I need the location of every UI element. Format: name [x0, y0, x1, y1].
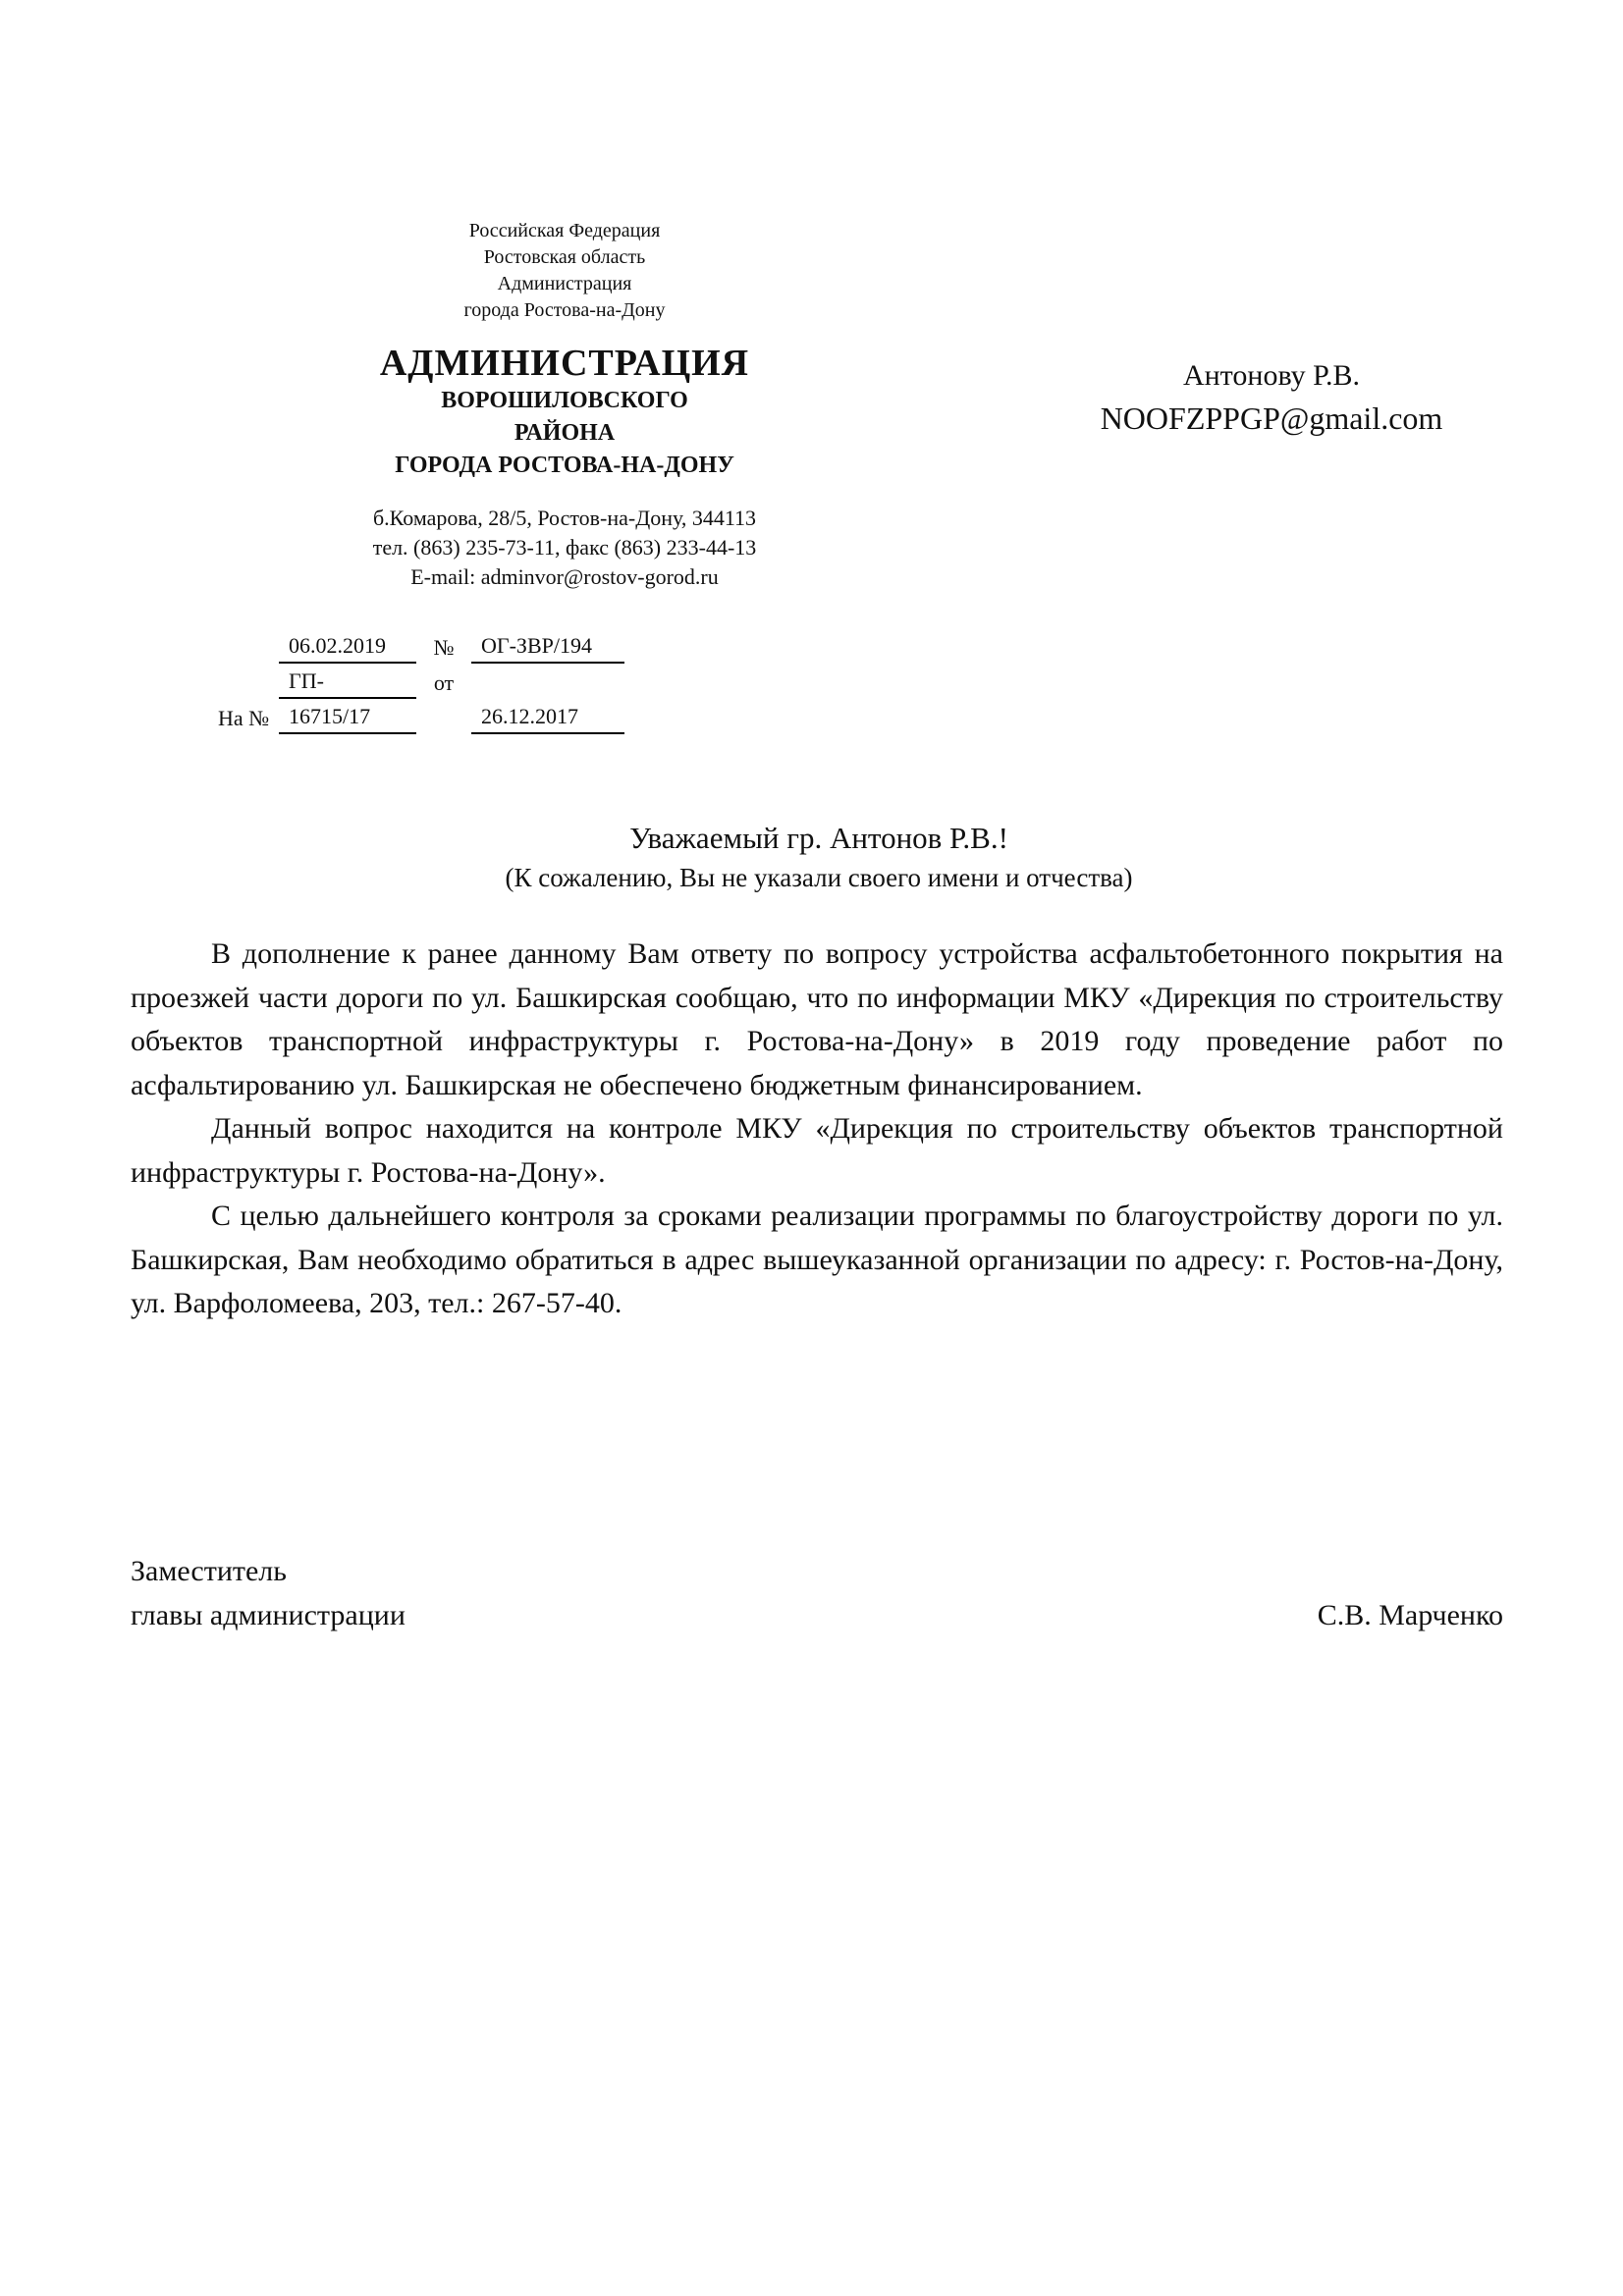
org-name-sub-line: ГОРОДА РОСТОВА-НА-ДОНУ	[395, 453, 734, 478]
letter-date: 06.02.2019	[279, 628, 416, 664]
body-paragraph: В дополнение к ранее данному Вам ответу по вопросу устройства асфальтобетонного покрытия на проезжей части дороги по ул. Башкирская сообщаю, что по информации МКУ «Дирекция по строительству объектов транспортной инфраструктуры г. Ростова-на-Дону» в 2019 году проведение работ по асфальтированию ул. Башкирская не обеспечено бюджетным финансированием.	[131, 937, 1503, 1101]
ref-spacer	[218, 664, 279, 699]
from-label: от	[433, 670, 455, 695]
org-address	[147, 504, 982, 592]
salutation-line1: Уважаемый гр. Антонов Р.В.!	[629, 821, 1008, 855]
body-paragraph: Данный вопрос находится на контроле МКУ «Дирекция по строительству объектов транспортной инфраструктуры г. Ростова-на-Дону».	[131, 1112, 1503, 1189]
ref-spacer	[471, 664, 624, 699]
org-name-sub-line: ВОРОШИЛОВСКОГО	[441, 388, 688, 413]
letterhead-country-block	[147, 218, 982, 324]
addressee-name: Антонову Р.В.	[1182, 359, 1361, 392]
letterhead-country-line: Ростовская область	[483, 246, 646, 268]
incoming-label: На №	[218, 706, 270, 730]
incoming-date: 26.12.2017	[471, 699, 624, 734]
org-name-main: АДМИНИСТРАЦИЯ	[379, 343, 750, 384]
ref-spacer	[416, 699, 471, 734]
signature-name: С.В. Марченко	[1317, 1599, 1503, 1631]
org-address-line: тел. (863) 235-73-11, факс (863) 233-44-13	[372, 535, 757, 560]
org-address-line: б.Комарова, 28/5, Ростов-на-Дону, 344113	[372, 506, 757, 530]
addressee-email: NOOFZPPGP@gmail.com	[1100, 400, 1443, 436]
salutation-line2: (К сожалению, Вы не указали своего имени и отчества)	[505, 863, 1133, 892]
incoming-number: 16715/17	[279, 699, 416, 734]
incoming-prefix: ГП-	[279, 664, 416, 699]
reference-block	[218, 628, 624, 734]
salutation	[133, 818, 1505, 896]
letterhead-country-line: Администрация	[497, 273, 632, 294]
number-sign: №	[433, 635, 455, 660]
signature-title-line1: Заместитель	[131, 1555, 287, 1587]
letterhead-country-line: Российская Федерация	[468, 220, 661, 241]
signature-title-line2: главы администрации	[131, 1599, 406, 1631]
letter-body	[131, 933, 1503, 1326]
addressee-block	[1036, 355, 1507, 440]
letter-number: ОГ-ЗВР/194	[471, 628, 624, 664]
org-address-line: E-mail: adminvor@rostov-gorod.ru	[410, 564, 719, 589]
signature-block	[131, 1549, 1503, 1637]
org-name-sub-line: РАЙОНА	[514, 420, 616, 446]
letterhead	[147, 218, 982, 592]
ref-spacer	[218, 628, 279, 664]
body-paragraph: С целью дальнейшего контроля за сроками реализации программы по благоустройству дороги по ул. Башкирская, Вам необходимо обратиться в адрес вышеуказанной организации по адресу: г. Ростов-на-Дону, ул. Варфоломеева, 203, тел.: 267-57-40.	[131, 1200, 1503, 1319]
letterhead-country-line: города Ростова-на-Дону	[463, 299, 666, 321]
